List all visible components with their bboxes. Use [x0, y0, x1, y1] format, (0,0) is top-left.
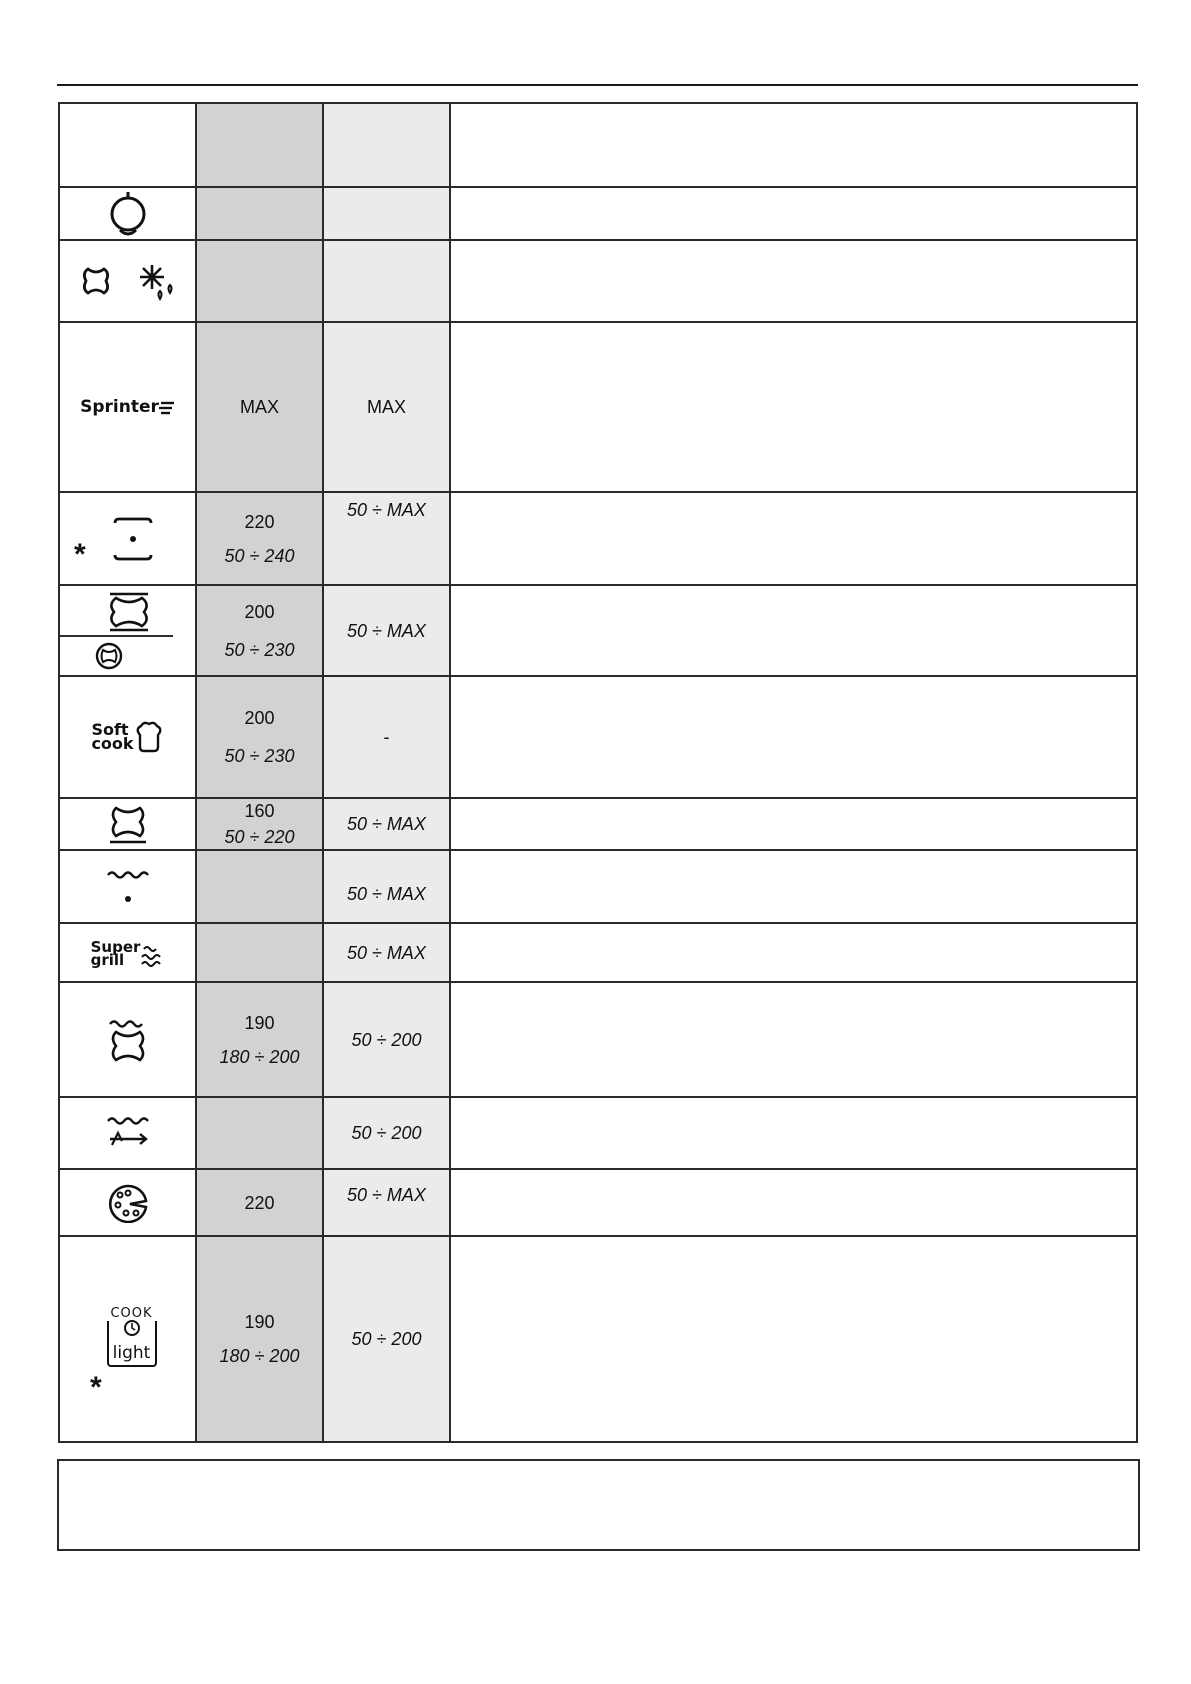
default-temp: 190	[244, 1312, 275, 1332]
icon-cell	[59, 923, 196, 982]
range-temp-cell	[323, 322, 450, 492]
table-row	[59, 103, 1137, 187]
footnote-star: *	[90, 1371, 102, 1404]
default-temp-cell	[196, 585, 323, 676]
default-temp-cell	[196, 187, 323, 240]
range-temp-cell	[323, 798, 450, 850]
description-cell	[450, 1097, 1137, 1169]
description-cell	[450, 240, 1137, 322]
grill-icon	[106, 867, 150, 907]
default-temp: 200	[244, 601, 275, 622]
icon-cell	[59, 103, 196, 187]
temp-range: 50 ÷ MAX	[347, 883, 426, 904]
default-temp-range: 180 ÷ 200	[219, 1046, 300, 1067]
table-row	[59, 676, 1137, 798]
conventional-icon	[111, 517, 155, 561]
range-temp-cell	[323, 492, 450, 585]
description-cell	[450, 103, 1137, 187]
super-grill-icon	[90, 937, 165, 969]
icon-cell	[59, 1169, 196, 1236]
temp-range: -	[383, 727, 390, 747]
description-cell	[450, 676, 1137, 798]
icon-cell	[59, 585, 196, 676]
default-temp-cell	[196, 850, 323, 923]
table-row	[59, 492, 1137, 585]
default-temp-range: 180 ÷ 200	[219, 1346, 300, 1366]
temp-range: 50 ÷ MAX	[347, 814, 426, 834]
top-rule	[57, 84, 1138, 86]
default-temp-cell	[196, 982, 323, 1097]
temp-range: 50 ÷ MAX	[347, 620, 426, 641]
sprinter-icon	[80, 397, 175, 417]
fan-bottom-icon	[108, 804, 148, 844]
default-temp-cell	[196, 240, 323, 322]
default-temp: 160	[244, 801, 275, 821]
defrost-icon	[136, 261, 176, 301]
table-row	[59, 982, 1137, 1097]
temp-range: 50 ÷ MAX	[347, 942, 426, 963]
table-row	[59, 322, 1137, 492]
default-temp-cell	[196, 103, 323, 187]
temp-range: MAX	[366, 397, 406, 417]
table-row	[59, 923, 1137, 982]
default-temp: MAX	[239, 397, 279, 417]
fan-icon	[79, 264, 113, 298]
description-cell	[450, 187, 1137, 240]
table-row	[59, 1097, 1137, 1169]
default-temp-range: 50 ÷ 230	[224, 639, 295, 660]
table-row	[59, 798, 1137, 850]
description-cell	[450, 322, 1137, 492]
sprinter-label: Sprinter	[80, 397, 159, 417]
description-cell	[450, 1169, 1137, 1236]
default-temp-cell	[196, 798, 323, 850]
default-temp: 200	[244, 708, 275, 728]
range-temp-cell	[323, 187, 450, 240]
rotisserie-grill-icon	[106, 1115, 150, 1151]
icon-cell	[59, 187, 196, 240]
default-temp-cell	[196, 1169, 323, 1236]
cook-light-label-bottom: light	[112, 1343, 151, 1363]
description-cell	[450, 1236, 1137, 1442]
description-cell	[450, 850, 1137, 923]
description-cell	[450, 923, 1137, 982]
lamp-icon	[106, 190, 150, 238]
default-temp-range: 50 ÷ 230	[224, 746, 295, 766]
footnote-star: *	[74, 538, 86, 571]
description-cell	[450, 492, 1137, 585]
default-temp-cell	[196, 492, 323, 585]
description-cell	[450, 585, 1137, 676]
default-temp-cell	[196, 923, 323, 982]
temp-range: 50 ÷ 200	[351, 1029, 422, 1050]
note-box	[57, 1459, 1140, 1551]
soft-cook-label-top: Soft	[91, 720, 129, 739]
icon-cell	[59, 798, 196, 850]
temp-range: 50 ÷ 200	[351, 1329, 422, 1349]
default-temp-range: 50 ÷ 220	[224, 827, 295, 847]
icon-cell	[59, 676, 196, 798]
temp-range: 50 ÷ MAX	[347, 500, 426, 520]
range-temp-cell	[323, 982, 450, 1097]
icon-cell	[59, 850, 196, 923]
table-row	[59, 585, 1137, 676]
range-temp-cell	[323, 1097, 450, 1169]
range-temp-cell	[323, 240, 450, 322]
range-temp-cell	[323, 676, 450, 798]
table-row	[59, 187, 1137, 240]
fan-forced-icon	[60, 588, 195, 674]
default-temp-cell	[196, 322, 323, 492]
icon-cell	[59, 492, 196, 585]
fan-grill-icon	[106, 1018, 150, 1062]
default-temp-cell	[196, 1236, 323, 1442]
range-temp-cell	[323, 1236, 450, 1442]
soft-cook-label-bottom: cook	[91, 734, 134, 753]
description-cell	[450, 798, 1137, 850]
super-grill-label-bottom: grill	[90, 950, 125, 969]
program-table	[58, 102, 1138, 1443]
range-temp-cell	[323, 923, 450, 982]
cook-light-icon	[107, 1306, 157, 1372]
pizza-icon	[106, 1183, 150, 1223]
range-temp-cell	[323, 850, 450, 923]
default-temp: 220	[244, 511, 275, 532]
temp-range: 50 ÷ 200	[351, 1123, 422, 1143]
icon-cell	[59, 322, 196, 492]
table-row	[59, 850, 1137, 923]
super-grill-label-top: Super	[90, 937, 141, 956]
table-row	[59, 1169, 1137, 1236]
default-temp-cell	[196, 1097, 323, 1169]
temp-range: 50 ÷ MAX	[347, 1185, 426, 1205]
range-temp-cell	[323, 1169, 450, 1236]
range-temp-cell	[323, 103, 450, 187]
default-temp: 220	[244, 1192, 275, 1213]
table-row	[59, 1236, 1137, 1442]
table-row	[59, 240, 1137, 322]
default-temp-range: 50 ÷ 240	[224, 545, 295, 566]
range-temp-cell	[323, 585, 450, 676]
default-temp: 190	[244, 1012, 275, 1033]
description-cell	[450, 982, 1137, 1097]
icon-cell	[59, 240, 196, 322]
cook-light-label-top: COOK	[110, 1306, 153, 1321]
soft-cook-icon	[91, 721, 163, 753]
icon-cell	[59, 982, 196, 1097]
icon-cell	[59, 1097, 196, 1169]
default-temp-cell	[196, 676, 323, 798]
icon-cell	[59, 1236, 196, 1442]
